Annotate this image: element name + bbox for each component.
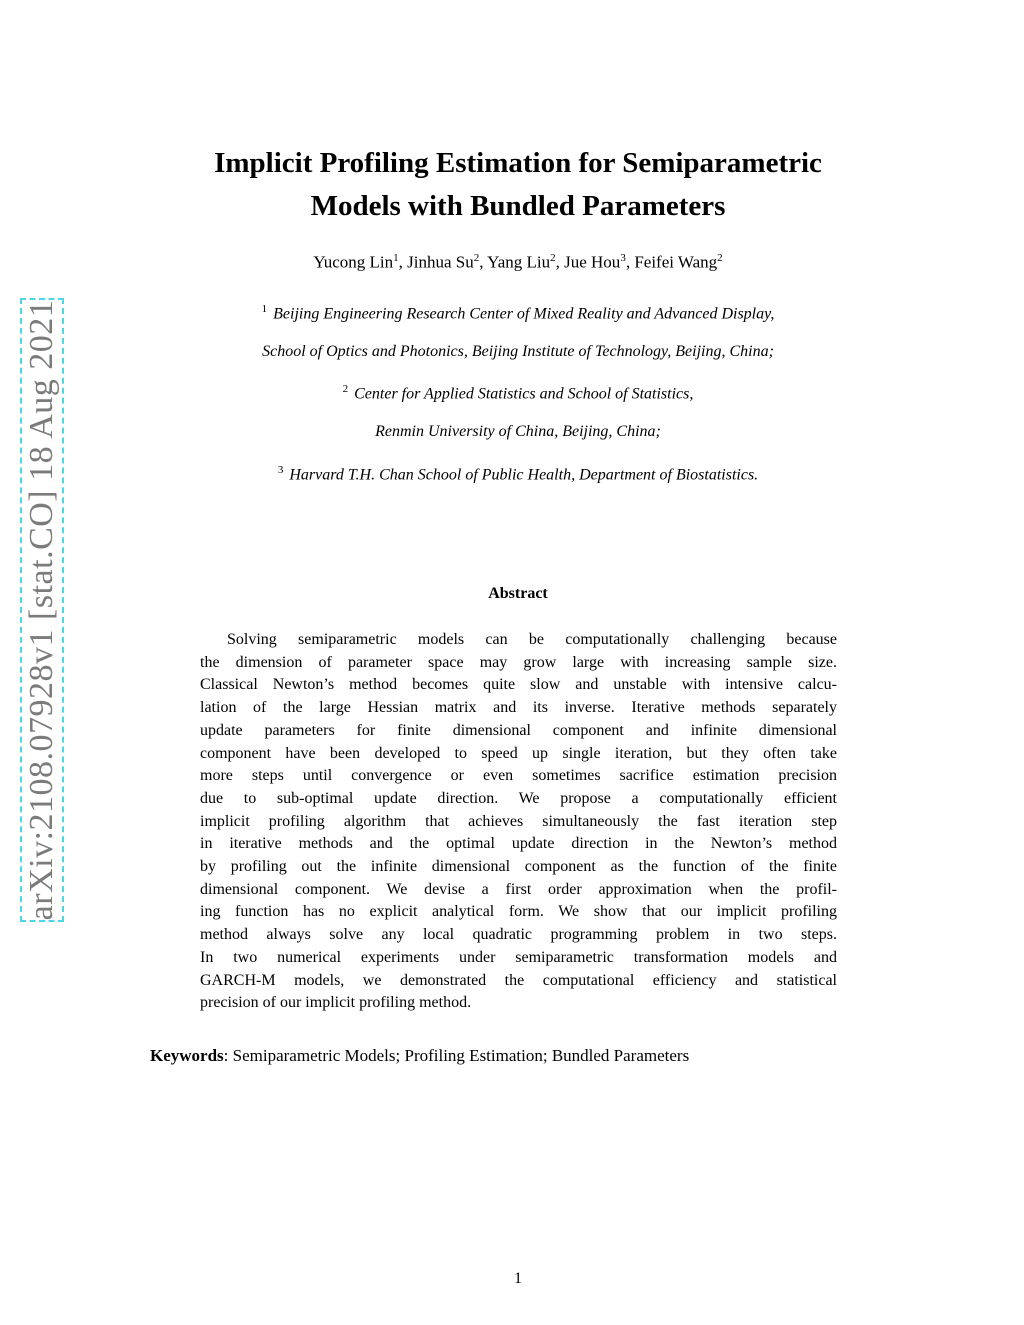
affiliation-1-text-1: Beijing Engineering Research Center of Mixed Reality and Advanced Display, [273, 305, 775, 323]
abstract-line: method always solve any local quadratic programming problem in two steps. [200, 926, 837, 944]
abstract-line: due to sub-optimal update direction. We propose a computationally efficient [200, 789, 837, 807]
author-separator: , [555, 252, 565, 272]
title-line-2: Models with Bundled Parameters [310, 190, 726, 222]
keywords-label: Keywords [150, 1046, 224, 1065]
author-name: Feifei Wang [634, 252, 718, 272]
keywords-text: : Semiparametric Models; Profiling Estimation; Bundled Parameters [223, 1046, 690, 1065]
affiliation-2-line-2 [150, 423, 886, 441]
affiliation-3-mark: 3 [277, 464, 284, 476]
page-number: 1 [514, 1270, 522, 1287]
arxiv-stamp[interactable] [20, 298, 64, 922]
author-affiliation-mark: 3 [620, 252, 626, 264]
abstract-line: In two numerical experiments under semiparametric transformation models and [200, 948, 837, 966]
abstract-heading: Abstract [488, 585, 548, 602]
abstract-line: update parameters for finite dimensional component and infinite dimensional [200, 721, 837, 739]
author-affiliation-mark: 2 [473, 252, 480, 264]
affiliation-2-mark: 2 [342, 383, 349, 395]
author-affiliation-mark: 2 [550, 252, 556, 264]
abstract-line: the dimension of parameter space may grow large with increasing sample size. [200, 653, 837, 671]
author-list [150, 252, 886, 273]
author-name: Jue Hou [564, 252, 621, 272]
abstract-body [200, 629, 837, 1015]
affiliation-2-line-1 [150, 383, 886, 403]
affiliation-1-text-2: School of Optics and Photonics, Beijing Institute of Technology, Beijing, China; [262, 343, 774, 360]
arxiv-stamp-text: arXiv:2108.07928v1 [stat.CO] 18 Aug 2021 [23, 299, 60, 921]
abstract-line: more steps until convergence or even sometimes sacrifice estimation precision [200, 767, 837, 785]
paper-title [150, 142, 886, 228]
author-name: Jinhua Su [407, 252, 474, 272]
abstract-line: GARCH-M models, we demonstrated the computational efficiency and statistical [200, 971, 837, 989]
abstract-line: component have been developed to speed up single iteration, but they often take [200, 744, 837, 762]
abstract-line: ing function has no explicit analytical form. We show that our implicit profiling [200, 903, 837, 921]
author-name: Yucong Lin [313, 252, 394, 272]
author-separator: , [625, 252, 635, 272]
author-separator: , [398, 252, 408, 272]
affiliation-3-text-1: Harvard T.H. Chan School of Public Health, Department of Biostatistics. [289, 466, 759, 484]
abstract-line: dimensional component. We devise a first order approximation when the profil- [200, 880, 837, 898]
affiliation-2-text-1: Center for Applied Statistics and School of Statistics, [354, 385, 694, 403]
abstract-line: lation of the large Hessian matrix and its inverse. Iterative methods separately [200, 699, 837, 717]
affiliation-1-mark: 1 [261, 303, 268, 315]
affiliation-2-text-2: Renmin University of China, Beijing, China; [375, 423, 661, 440]
affiliation-1-line-1 [150, 303, 886, 323]
author-name: Yang Liu [487, 252, 551, 272]
abstract-line: by profiling out the infinite dimensional component as the function of the finite [200, 858, 837, 876]
author-affiliation-mark: 2 [717, 252, 723, 264]
abstract-line: Classical Newton’s method becomes quite slow and unstable with intensive calcu- [200, 676, 837, 694]
abstract-line: Solving semiparametric models can be computationally challenging because [227, 631, 837, 648]
abstract-line: precision of our implicit profiling method. [200, 994, 472, 1012]
author-affiliation-mark: 1 [393, 252, 399, 264]
keywords-line [150, 1046, 850, 1066]
affiliation-1-line-2 [150, 343, 886, 361]
abstract-line: in iterative methods and the optimal update direction in the Newton’s method [200, 835, 837, 853]
affiliation-3-line-1 [150, 464, 886, 484]
title-line-1: Implicit Profiling Estimation for Semiparametric [214, 147, 822, 179]
abstract-line: implicit profiling algorithm that achieves simultaneously the fast iteration step [200, 812, 837, 830]
author-separator: , [479, 252, 488, 272]
